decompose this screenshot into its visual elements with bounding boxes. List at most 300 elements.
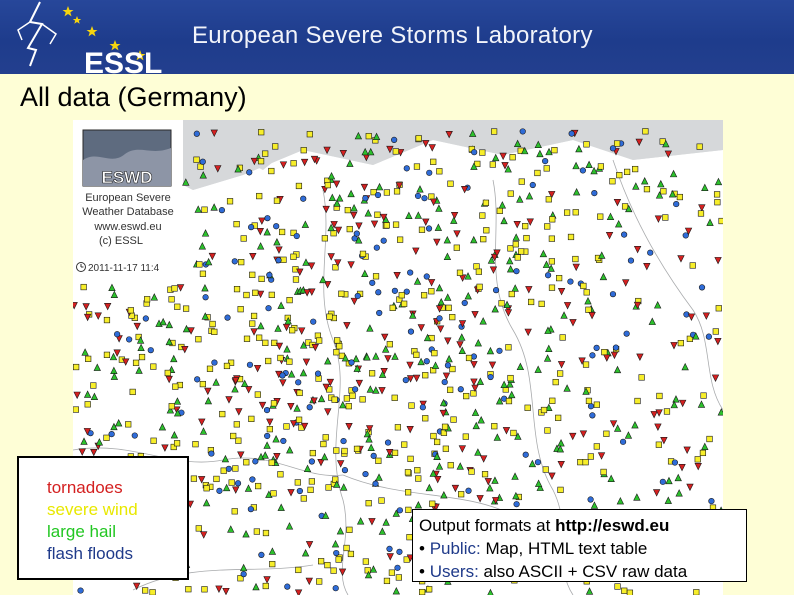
wind-marker — [331, 230, 337, 236]
wind-marker — [336, 343, 342, 349]
flood-marker — [569, 131, 575, 137]
wind-marker — [316, 338, 322, 344]
flood-marker — [592, 190, 598, 196]
flood-marker — [209, 451, 215, 457]
wind-marker — [130, 389, 136, 395]
flood-marker — [588, 497, 594, 503]
flood-marker — [580, 168, 586, 174]
wind-marker — [419, 227, 425, 233]
wind-marker — [379, 498, 385, 504]
wind-marker — [232, 509, 238, 515]
flood-marker — [217, 488, 223, 494]
wind-marker — [133, 360, 139, 366]
wind-marker — [142, 588, 148, 594]
flood-marker — [621, 232, 627, 238]
wind-marker — [457, 270, 463, 276]
flood-marker — [374, 245, 380, 251]
flood-marker — [408, 329, 414, 335]
wind-marker — [644, 186, 650, 192]
wind-marker — [713, 329, 719, 335]
wind-marker — [539, 301, 545, 307]
flood-marker — [297, 488, 303, 494]
wind-marker — [635, 398, 641, 404]
legend-item-tornadoes: tornadoes — [47, 478, 123, 497]
flood-marker — [426, 170, 432, 176]
wind-marker — [577, 459, 583, 465]
wind-marker — [269, 561, 275, 567]
wind-marker — [207, 366, 213, 372]
wind-marker — [256, 193, 262, 199]
wind-marker — [549, 259, 555, 265]
wind-marker — [186, 586, 192, 592]
wind-marker — [568, 234, 574, 240]
wind-marker — [360, 397, 366, 403]
wind-marker — [614, 141, 620, 147]
flood-marker — [375, 289, 381, 295]
wind-marker — [326, 485, 332, 491]
wind-marker — [376, 458, 382, 464]
wind-marker — [321, 441, 327, 447]
wind-marker — [346, 403, 352, 409]
wind-marker — [429, 501, 435, 507]
wind-marker — [202, 207, 208, 213]
legend-item-severe-wind: severe wind — [47, 500, 138, 519]
wind-marker — [342, 448, 348, 454]
flood-marker — [114, 331, 120, 337]
inset-caption-line: European Severe — [85, 192, 171, 204]
wind-marker — [406, 507, 412, 513]
wind-marker — [414, 164, 420, 170]
flood-marker — [310, 319, 316, 325]
wind-marker — [399, 292, 405, 298]
wind-marker — [81, 284, 87, 290]
wind-marker — [271, 491, 277, 497]
wind-marker — [598, 164, 604, 170]
wind-marker — [408, 456, 414, 462]
flood-marker — [295, 380, 301, 386]
wind-marker — [295, 480, 301, 486]
flood-marker — [265, 215, 271, 221]
flood-marker — [148, 347, 154, 353]
wind-marker — [522, 223, 528, 229]
wind-marker — [624, 169, 630, 175]
wind-marker — [528, 299, 534, 305]
wind-marker — [497, 208, 503, 214]
flood-marker — [415, 193, 421, 199]
flood-marker — [341, 438, 347, 444]
wind-marker — [656, 442, 662, 448]
wind-marker — [616, 172, 622, 178]
wind-marker — [447, 387, 453, 393]
wind-marker — [238, 306, 244, 312]
flood-marker — [354, 231, 360, 237]
flood-marker — [426, 226, 432, 232]
output-line-3 — [419, 560, 746, 583]
wind-marker — [339, 291, 345, 297]
wind-marker — [104, 317, 110, 323]
wind-marker — [169, 297, 175, 303]
wind-marker — [513, 241, 519, 247]
wind-marker — [463, 393, 469, 399]
wind-marker — [695, 457, 701, 463]
flood-marker — [523, 452, 529, 458]
flood-marker — [568, 279, 574, 285]
wind-marker — [430, 159, 436, 165]
wind-marker — [263, 583, 269, 589]
wind-marker — [200, 381, 206, 387]
flood-marker — [264, 407, 270, 413]
flood-marker — [381, 238, 387, 244]
wind-marker — [437, 168, 443, 174]
flood-marker — [407, 270, 413, 276]
wind-marker — [396, 575, 402, 581]
wind-marker — [174, 304, 180, 310]
flood-marker — [466, 488, 472, 494]
wind-marker — [553, 379, 559, 385]
wind-marker — [194, 157, 200, 163]
public-formats: Map, HTML text table — [480, 539, 648, 558]
flood-marker — [397, 549, 403, 555]
flood-marker — [248, 224, 254, 230]
flood-marker — [590, 413, 596, 419]
wind-marker — [85, 402, 91, 408]
wind-marker — [363, 559, 369, 565]
wind-marker — [615, 584, 621, 590]
wind-marker — [369, 370, 375, 376]
wind-marker — [448, 181, 454, 187]
wind-marker — [573, 209, 579, 215]
wind-marker — [139, 354, 145, 360]
wind-marker — [657, 393, 663, 399]
wind-marker — [274, 198, 280, 204]
wind-marker — [581, 283, 587, 289]
wind-marker — [639, 375, 645, 381]
wind-marker — [174, 440, 180, 446]
wind-marker — [491, 423, 497, 429]
flood-marker — [241, 571, 247, 577]
wind-marker — [490, 162, 496, 168]
flood-marker — [109, 431, 115, 437]
wind-marker — [594, 402, 600, 408]
users-formats: also ASCII + CSV raw data — [478, 562, 688, 581]
wind-marker — [397, 237, 403, 243]
wind-marker — [375, 212, 381, 218]
wind-marker — [394, 189, 400, 195]
flood-marker — [385, 440, 391, 446]
wind-marker — [448, 462, 454, 468]
wind-marker — [334, 349, 340, 355]
wind-marker — [556, 275, 562, 281]
wind-marker — [506, 345, 512, 351]
flood-marker — [706, 334, 712, 340]
eswd-url-link[interactable]: http://eswd.eu — [555, 516, 670, 535]
wind-marker — [210, 321, 216, 327]
wind-marker — [627, 590, 633, 595]
wind-marker — [594, 444, 600, 450]
wind-marker — [234, 286, 240, 292]
page-title: All data (Germany) — [20, 82, 247, 112]
wind-marker — [549, 398, 555, 404]
wind-marker — [716, 305, 722, 311]
wind-marker — [229, 480, 235, 486]
flood-marker — [264, 433, 270, 439]
wind-marker — [144, 296, 150, 302]
flood-marker — [590, 353, 596, 359]
map-legend — [17, 456, 189, 580]
wind-marker — [327, 314, 333, 320]
wind-marker — [249, 272, 255, 278]
flood-marker — [514, 268, 520, 274]
wind-marker — [325, 182, 331, 188]
wind-marker — [429, 194, 435, 200]
wind-marker — [458, 491, 464, 497]
wind-marker — [544, 224, 550, 230]
wind-marker — [150, 589, 156, 595]
flood-marker — [212, 360, 218, 366]
wind-marker — [345, 207, 351, 213]
wind-marker — [354, 446, 360, 452]
wind-marker — [508, 191, 514, 197]
flood-marker — [530, 182, 536, 188]
wind-marker — [204, 485, 210, 491]
flood-marker — [253, 459, 259, 465]
wind-marker — [269, 168, 275, 174]
wind-marker — [333, 448, 339, 454]
header-title: European Severe Storms Laboratory — [192, 22, 593, 49]
flood-marker — [250, 477, 256, 483]
wind-marker — [258, 158, 264, 164]
flood-marker — [266, 305, 272, 311]
output-line-2 — [419, 537, 746, 560]
wind-marker — [491, 129, 497, 135]
wind-marker — [269, 460, 275, 466]
inset-caption-line: www.eswd.eu — [94, 221, 162, 233]
wind-marker — [401, 301, 407, 307]
flood-marker — [520, 129, 526, 135]
wind-marker — [395, 424, 401, 430]
wind-marker — [697, 144, 703, 150]
wind-marker — [193, 441, 199, 447]
wind-marker — [525, 405, 531, 411]
wind-marker — [366, 133, 372, 139]
flood-marker — [203, 294, 209, 300]
wind-marker — [524, 235, 530, 241]
wind-marker — [278, 355, 284, 361]
wind-marker — [325, 562, 331, 568]
wind-marker — [212, 329, 218, 335]
output-line-1 — [419, 514, 746, 537]
wind-marker — [255, 483, 261, 489]
flood-marker — [363, 471, 369, 477]
flood-marker — [225, 315, 231, 321]
wind-marker — [509, 291, 515, 297]
flood-marker — [226, 466, 232, 472]
flood-marker — [395, 565, 401, 571]
wind-marker — [307, 131, 313, 137]
wind-marker — [183, 306, 189, 312]
wind-marker — [336, 557, 342, 563]
wind-marker — [234, 221, 240, 227]
flood-marker — [284, 584, 290, 590]
wind-marker — [707, 436, 713, 442]
wind-marker — [221, 468, 227, 474]
essl-logo-text: ESSL — [84, 47, 163, 74]
inset-caption-line: (c) ESSL — [98, 235, 144, 247]
flood-marker — [194, 131, 200, 137]
wind-marker — [643, 128, 649, 134]
public-label: Public: — [429, 539, 481, 558]
flood-marker — [342, 467, 348, 473]
wind-marker — [236, 438, 242, 444]
wind-marker — [263, 530, 269, 536]
wind-marker — [426, 586, 432, 592]
wind-marker — [244, 292, 250, 298]
users-label: Users: — [429, 562, 479, 581]
wind-marker — [224, 363, 230, 369]
flood-marker — [126, 337, 132, 343]
wind-marker — [366, 500, 372, 506]
wind-marker — [480, 236, 486, 242]
wind-marker — [269, 292, 275, 298]
flood-marker — [620, 439, 626, 445]
wind-marker — [244, 336, 250, 342]
wind-marker — [287, 359, 293, 365]
flood-marker — [588, 403, 594, 409]
flood-marker — [232, 259, 238, 265]
wind-marker — [387, 341, 393, 347]
wind-marker — [415, 467, 421, 473]
wind-marker — [331, 568, 337, 574]
wind-marker — [296, 183, 302, 189]
wind-marker — [662, 215, 668, 221]
wind-marker — [690, 263, 696, 269]
wind-marker — [431, 433, 437, 439]
wind-marker — [560, 335, 566, 341]
wind-marker — [332, 397, 338, 403]
flood-marker — [628, 258, 634, 264]
wind-marker — [405, 489, 411, 495]
flood-marker — [315, 371, 321, 377]
wind-marker — [279, 229, 285, 235]
wind-marker — [316, 579, 322, 585]
wind-marker — [661, 188, 667, 194]
flood-marker — [424, 274, 430, 280]
wind-marker — [429, 288, 435, 294]
wind-marker — [91, 383, 97, 389]
wind-marker — [543, 467, 549, 473]
wind-marker — [393, 149, 399, 155]
wind-marker — [480, 213, 486, 219]
wind-marker — [499, 300, 505, 306]
flood-marker — [542, 158, 548, 164]
flood-marker — [709, 498, 715, 504]
flood-marker — [373, 481, 379, 487]
flood-marker — [699, 285, 705, 291]
wind-marker — [601, 469, 607, 475]
wind-marker — [360, 251, 366, 257]
wind-marker — [451, 417, 457, 423]
flood-marker — [376, 310, 382, 316]
flood-marker — [132, 433, 138, 439]
wind-marker — [546, 196, 552, 202]
wind-marker — [384, 578, 390, 584]
wind-marker — [471, 391, 477, 397]
wind-marker — [389, 570, 395, 576]
wind-marker — [191, 476, 197, 482]
flood-marker — [194, 377, 200, 383]
wind-marker — [73, 407, 79, 413]
wind-marker — [272, 144, 278, 150]
flood-marker — [594, 345, 600, 351]
lightning-bolt-icon — [28, 2, 42, 66]
flood-marker — [420, 404, 426, 410]
wind-marker — [401, 442, 407, 448]
wind-marker — [234, 422, 240, 428]
wind-marker — [552, 147, 558, 153]
flood-marker — [300, 196, 306, 202]
wind-marker — [422, 415, 428, 421]
wind-marker — [469, 469, 475, 475]
wind-marker — [698, 211, 704, 217]
wind-marker — [104, 435, 110, 441]
wind-marker — [230, 433, 236, 439]
wind-marker — [434, 439, 440, 445]
output-formats-box — [412, 509, 747, 582]
flood-marker — [660, 479, 666, 485]
wind-marker — [518, 249, 524, 255]
wind-marker — [414, 352, 420, 358]
wind-marker — [558, 487, 564, 493]
wind-marker — [284, 424, 290, 430]
wind-marker — [384, 223, 390, 229]
wind-marker — [586, 398, 592, 404]
wind-marker — [265, 358, 271, 364]
wind-marker — [85, 356, 91, 362]
flood-marker — [403, 377, 409, 383]
legend-item-flash-floods: flash floods — [47, 544, 133, 563]
flood-marker — [397, 508, 403, 514]
wind-marker — [480, 150, 486, 156]
flood-marker — [273, 223, 279, 229]
flood-marker — [355, 293, 361, 299]
flood-marker — [235, 480, 241, 486]
flood-marker — [535, 459, 541, 465]
wind-marker — [545, 428, 551, 434]
wind-marker — [293, 277, 299, 283]
wind-marker — [262, 340, 268, 346]
wind-marker — [390, 305, 396, 311]
wind-marker — [443, 446, 449, 452]
wind-marker — [549, 285, 555, 291]
wind-marker — [104, 352, 110, 358]
wind-marker — [334, 338, 340, 344]
wind-marker — [262, 151, 268, 157]
wind-marker — [510, 154, 516, 160]
inset-caption-line: Weather Database — [82, 206, 174, 218]
wind-marker — [508, 375, 514, 381]
flood-marker — [437, 316, 443, 322]
wind-marker — [128, 307, 134, 313]
wind-marker — [238, 259, 244, 265]
wind-marker — [73, 364, 79, 370]
wind-marker — [573, 256, 579, 262]
flood-marker — [281, 438, 287, 444]
wind-marker — [241, 236, 247, 242]
flood-marker — [624, 331, 630, 337]
wind-marker — [309, 479, 315, 485]
wind-marker — [421, 292, 427, 298]
flood-marker — [349, 360, 355, 366]
